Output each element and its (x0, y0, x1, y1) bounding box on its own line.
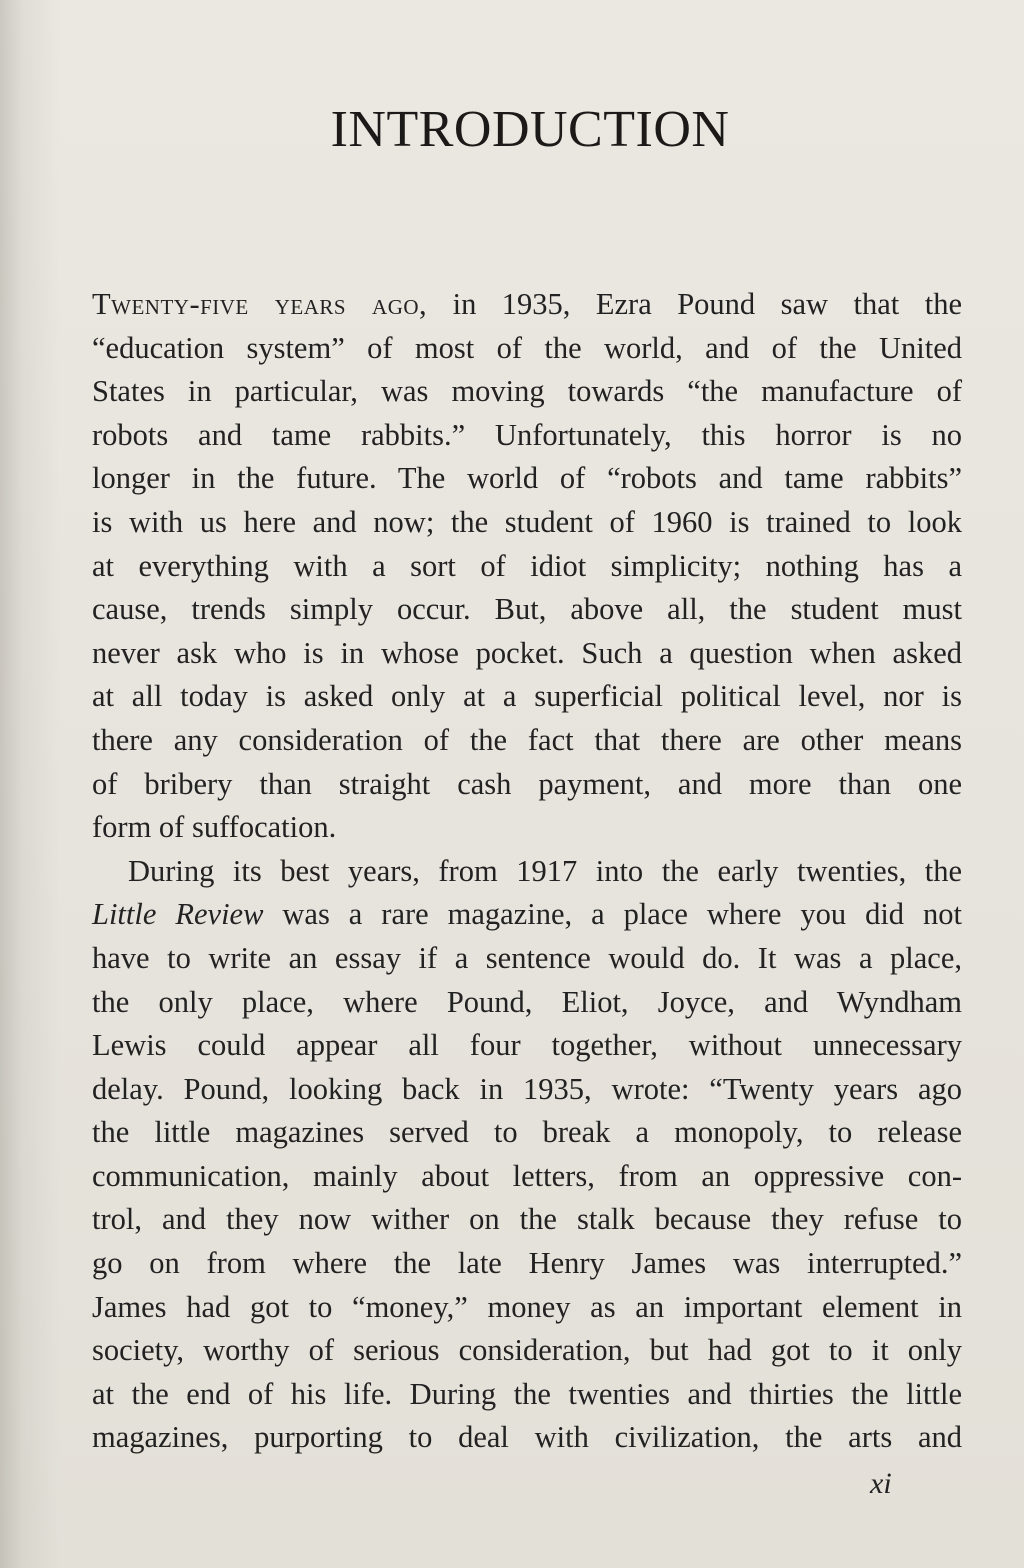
chapter-title: INTRODUCTION (330, 101, 730, 158)
text-line: States in particular, was moving towards “the manufacture of (92, 374, 962, 409)
text-line: Lewis could appear all four together, without unnecessary (92, 1028, 962, 1063)
text-line: Twenty-five years ago, in 1935, Ezra Pound saw that the (92, 287, 962, 321)
text-line: “education system” of most of the world, and of the United (92, 330, 962, 365)
text-line: at all today is asked only at a superficial political level, nor is (92, 679, 962, 714)
body-text (92, 283, 962, 1460)
text-line: magazines, purporting to deal with civilization, the arts and (92, 1420, 962, 1455)
text-line: at the end of his life. During the twenties and thirties the little (92, 1376, 962, 1411)
text-line: the little magazines served to break a monopoly, to release (92, 1115, 962, 1150)
text-line: society, worthy of serious consideration, but had got to it only (92, 1333, 962, 1368)
text-line: go on from where the late Henry James was interrupted.” (92, 1246, 962, 1281)
text-line: at everything with a sort of idiot simplicity; nothing has a (92, 548, 962, 583)
text-line: delay. Pound, looking back in 1935, wrote: “Twenty years ago (92, 1071, 962, 1106)
text-line: of bribery than straight cash payment, and more than one (92, 766, 962, 801)
text-line: robots and tame rabbits.” Unfortunately, this horror is no (92, 417, 962, 452)
text-line: longer in the future. The world of “robots and tame rabbits” (92, 461, 962, 496)
text-line: the only place, where Pound, Eliot, Joyce, and Wyndham (92, 984, 962, 1019)
text-line: form of suffocation. (92, 810, 337, 845)
magazine-title: Little Review (92, 897, 264, 932)
text-line: is with us here and now; the student of 1960 is trained to look (92, 504, 962, 539)
text-line: communication, mainly about letters, from an oppressive con- (92, 1158, 962, 1193)
page-number: xi (870, 1467, 892, 1500)
text-line: Little Review was a rare magazine, a place where you did not (92, 897, 962, 932)
text-line: there any consideration of the fact that there are other means (92, 722, 962, 757)
text-line: During its best years, from 1917 into the early twenties, the (128, 853, 962, 888)
text-line: cause, trends simply occur. But, above all, the student must (92, 592, 962, 627)
text-line: never ask who is in whose pocket. Such a question when asked (92, 635, 962, 670)
text-line: James had got to “money,” money as an important element in (92, 1289, 962, 1324)
text-line: have to write an essay if a sentence would do. It was a place, (92, 940, 962, 975)
opening-small-caps: Twenty-five years ago, (92, 287, 428, 321)
text-line: trol, and they now wither on the stalk because they refuse to (92, 1202, 962, 1237)
